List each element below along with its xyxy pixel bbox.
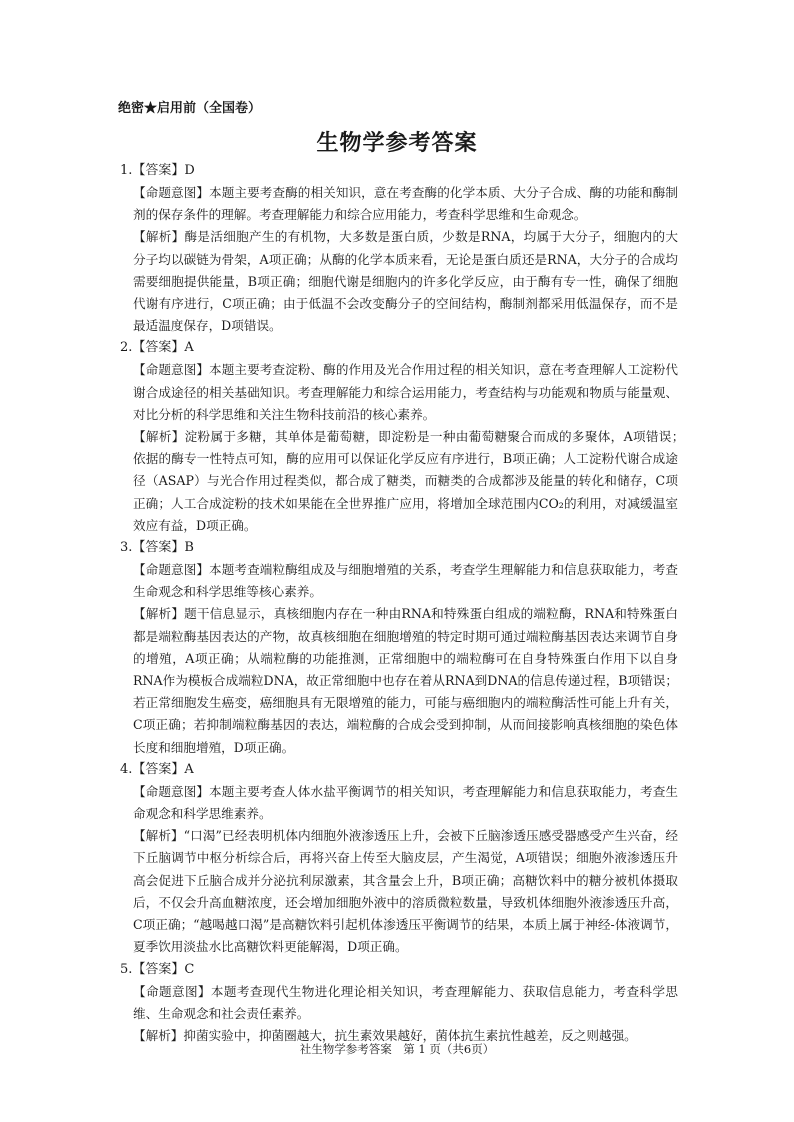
answer-line: 2.【答案】A	[120, 340, 194, 356]
question-5	[120, 959, 678, 1048]
confidential-label: 绝密★启用前（全国卷）	[118, 101, 262, 116]
intent-paragraph: 【命题意图】本题考查现代生物进化理论相关知识，考查理解能力、获取信息能力，考查科学思维、生命观念和社会责任素养。	[133, 983, 678, 1021]
answer-line: 1.【答案】D	[120, 163, 195, 178]
analysis-paragraph: 【解析】题干信息显示，真核细胞内存在一种由RNA和特殊蛋白组成的端粒酶，RNA和特殊蛋白都是端粒酶基因表达的产物，故真核细胞在细胞增殖的特定时期可通过端粒酶基因表达来调节自身的增殖，A项正确；从端粒酶的功能推测，正常细胞中的端粒酶可在自身特殊蛋白作用下以自身RNA作为模板合成端粒DNA，故正常细胞中也存在着从RNA到DNA的信息传递过程，B项错误；若正常细胞发生癌变，癌细胞具有无限增殖的能力，可能与癌细胞内的端粒酶活性可能上升有关，C项正确；若抑制端粒酶基因的表达，端粒酶的合成会受到抑制，从而间接影响真核细胞的染色体长度和细胞增殖，D项正确。	[133, 606, 678, 755]
intent-paragraph: 【命题意图】本题主要考查酶的相关知识，意在考查酶的化学本质、大分子合成、酶的功能和酶制剂的保存条件的理解。考查理解能力和综合应用能力，考查科学思维和生命观念。	[133, 185, 678, 223]
answers-body	[120, 160, 691, 1047]
answer-line: 3.【答案】B	[120, 540, 194, 556]
answer-line: 4.【答案】A	[120, 761, 194, 777]
answer-line: 5.【答案】C	[120, 961, 195, 977]
analysis-paragraph: 【解析】酶是活细胞产生的有机物，大多数是蛋白质，少数是RNA，均属于大分子，细胞内的大分子均以碳链为骨架，A项正确；从酶的化学本质来看，无论是蛋白质还是RNA，大分子的合成均需要细胞提供能量，B项正确；细胞代谢是细胞内的许多化学反应，由于酶有专一性，确保了细胞代谢有序进行，C项正确；由于低温不会改变酶分子的空间结构，酶制剂都采用低温保存，而不是最适温度保存，D项错误。	[133, 229, 678, 334]
intent-paragraph: 【命题意图】本题考查端粒酶组成及与细胞增殖的关系，考查学生理解能力和信息获取能力，考查生命观念和科学思维等核心素养。	[133, 562, 678, 600]
question-4	[120, 759, 678, 959]
question-1	[120, 160, 678, 337]
intent-paragraph: 【命题意图】本题主要考查人体水盐平衡调节的相关知识，考查理解能力和信息获取能力，考查生命观念和科学思维素养。	[133, 783, 678, 822]
page-footer: 社生物学参考答案 第 1 页（共6页）	[299, 1042, 495, 1056]
analysis-paragraph: 【解析】淀粉属于多糖，其单体是葡萄糖，即淀粉是一种由葡萄糖聚合而成的多聚体，A项错误； 依据的酶专一性特点可知，酶的应用可以保证化学反应有序进行，B项正确；人工淀粉代谢合成途径（ASAP）与光合作用过程类似，都合成了糖类，而糖类的合成都涉及能量的转化和储存，C项正确；人工合成淀粉的技术如果能在全世界推广应用，将增加全球范围内CO₂的利用，对减缓温室效应有益，D项正确。	[133, 429, 691, 533]
question-2	[120, 337, 691, 537]
analysis-paragraph: 【解析】“口渴”已经表明机体内细胞外液渗透压上升，会被下丘脑渗透压感受器感受产生兴奋，经下丘脑调节中枢分析综合后，再将兴奋上传至大脑皮层，产生渴觉，A项错误；细胞外液渗透压升高会促进下丘脑合成并分泌抗利尿激素，其含量会上升，B项正确；高糖饮料中的糖分被机体摄取后，不仅会升高血糖浓度，还会增加细胞外液中的溶质微粒数量，导致机体细胞外液渗透压升高，C项正确；“越喝越口渴”是高糖饮料引起机体渗透压平衡调节的结果，本质上属于神经-体液调节，夏季饮用淡盐水比高糖饮料更能解渴，D项正确。	[133, 828, 678, 955]
question-3	[120, 537, 678, 759]
intent-paragraph: 【命题意图】本题主要考查淀粉、酶的作用及光合作用过程的相关知识，意在考查理解人工淀粉代谢合成途径的相关基础知识。考查理解能力和综合运用能力，考查结构与功能观和物质与能量观、对比分析的科学思维和关注生物科技前沿的核心素养。	[133, 362, 678, 422]
analysis-paragraph: 【解析】抑菌实验中，抑菌圈越大，抗生素效果越好，菌体抗生素抗性越差，反之则越强。	[133, 1027, 637, 1043]
page-title: 生物学参考答案	[316, 130, 478, 156]
